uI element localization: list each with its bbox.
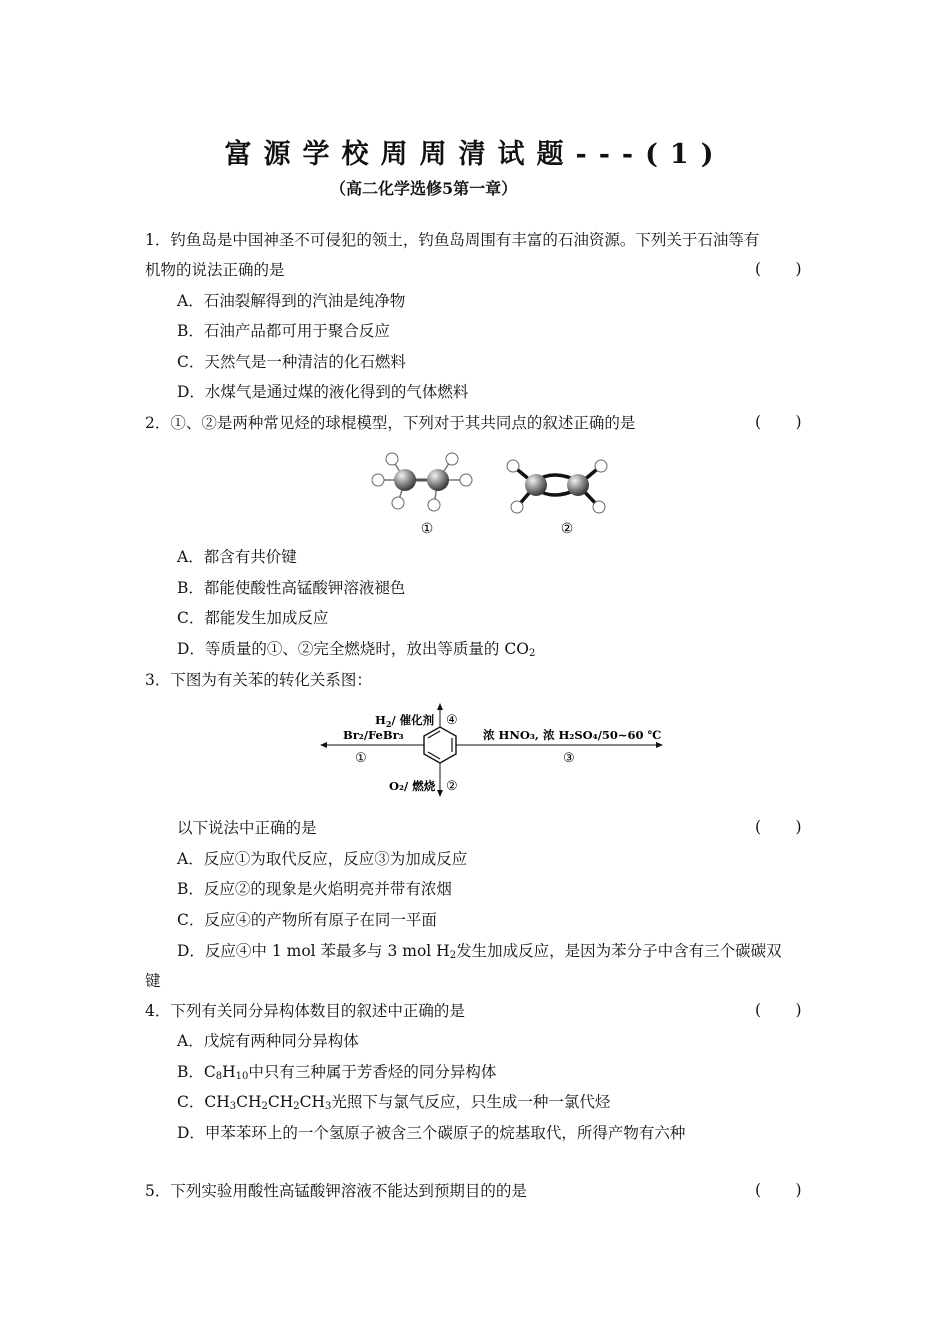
q1-option-d: D．水煤气是通过煤的液化得到的气体燃料 — [177, 383, 469, 401]
benzene-conversion-diagram — [315, 700, 670, 800]
q2-stem: 2．①、②是两种常见烃的球棍模型，下列对于其共同点的叙述正确的是 — [145, 414, 636, 432]
q4-option-c: C．$CH_3CH_2CH_2CH_3$光照下与氯气反应，只生成一种一氯代烃 — [177, 1093, 611, 1112]
q3-stem: 3．下图为有关苯的转化关系图： — [145, 671, 372, 689]
q2-answer-blank: ( ) — [755, 413, 802, 431]
q2-option-c: C．都能发生加成反应 — [177, 609, 329, 627]
q4-option-d: D．甲苯苯环上的一个氢原子被含三个碳原子的烷基取代，所得产物有六种 — [177, 1124, 686, 1142]
q3-option-b: B．反应②的现象是火焰明亮并带有浓烟 — [177, 880, 452, 898]
page-title: 富源学校周周清试题---(1) — [224, 139, 726, 170]
reaction-4-num: ④ — [446, 713, 458, 728]
q1-answer-blank: ( ) — [755, 260, 802, 278]
reaction-1-num: ① — [355, 751, 367, 766]
reagent-h2-catalyst: $H_2/$ 催化剂 — [375, 713, 435, 729]
q3-option-d: D．反应④中 1 mol 苯最多与 3 mol $H_2$发生加成反应，是因为苯分子中含有三个碳碳双 — [177, 942, 782, 961]
q3-answer-blank: ( ) — [755, 818, 802, 836]
q4-stem: 4．下列有关同分异构体数目的叙述中正确的是 — [145, 1002, 465, 1020]
q1-option-a: A．石油裂解得到的汽油是纯净物 — [177, 292, 406, 310]
q2-option-d: D．等质量的①、②完全燃烧时，放出等质量的 $CO_2$ — [177, 640, 536, 659]
q3-option-c: C．反应④的产物所有原子在同一平面 — [177, 911, 437, 929]
model-2-label: ② — [560, 521, 574, 537]
reagent-nitration: 浓 HNO₃, 浓 H₂SO₄/50~60 ℃ — [483, 728, 662, 742]
q1-option-b: B．石油产品都可用于聚合反应 — [177, 322, 390, 340]
benzene-ring — [424, 727, 456, 763]
q1-stem-line2: 机物的说法正确的是 — [145, 261, 285, 279]
q5-answer-blank: ( ) — [755, 1181, 802, 1199]
reagent-o2-combustion: O₂/ 燃烧 — [389, 779, 436, 793]
reagent-br2-febr3: Br₂/FeBr₃ — [343, 728, 404, 742]
model-1-label: ① — [420, 521, 434, 537]
q3-option-d-line2: 键 — [145, 972, 161, 990]
q2-option-b: B．都能使酸性高锰酸钾溶液褪色 — [177, 579, 406, 597]
q4-option-a: A．戊烷有两种同分异构体 — [177, 1032, 359, 1050]
ball-stick-models — [360, 445, 620, 540]
ethylene-model — [507, 460, 607, 513]
q1-stem-line1: 1．钓鱼岛是中国神圣不可侵犯的领土，钓鱼岛周围有丰富的石油资源。下列关于石油等有 — [145, 231, 760, 249]
reaction-3-num: ③ — [563, 751, 575, 766]
q3-lead: 以下说法中正确的是 — [177, 819, 317, 837]
q5-stem: 5．下列实验用酸性高锰酸钾溶液不能达到预期目的的是 — [145, 1182, 527, 1200]
ethane-model — [372, 453, 472, 511]
q1-option-c: C．天然气是一种清洁的化石燃料 — [177, 353, 406, 371]
reaction-2-num: ② — [446, 779, 458, 794]
q3-option-a: A．反应①为取代反应，反应③为加成反应 — [177, 850, 468, 868]
page-subtitle: （高二化学选修5第一章） — [330, 179, 518, 198]
q4-option-b: B．$C_8H_{10}$中只有三种属于芳香烃的同分异构体 — [177, 1063, 497, 1082]
q2-option-a: A．都含有共价键 — [177, 548, 297, 566]
q4-answer-blank: ( ) — [755, 1001, 802, 1019]
